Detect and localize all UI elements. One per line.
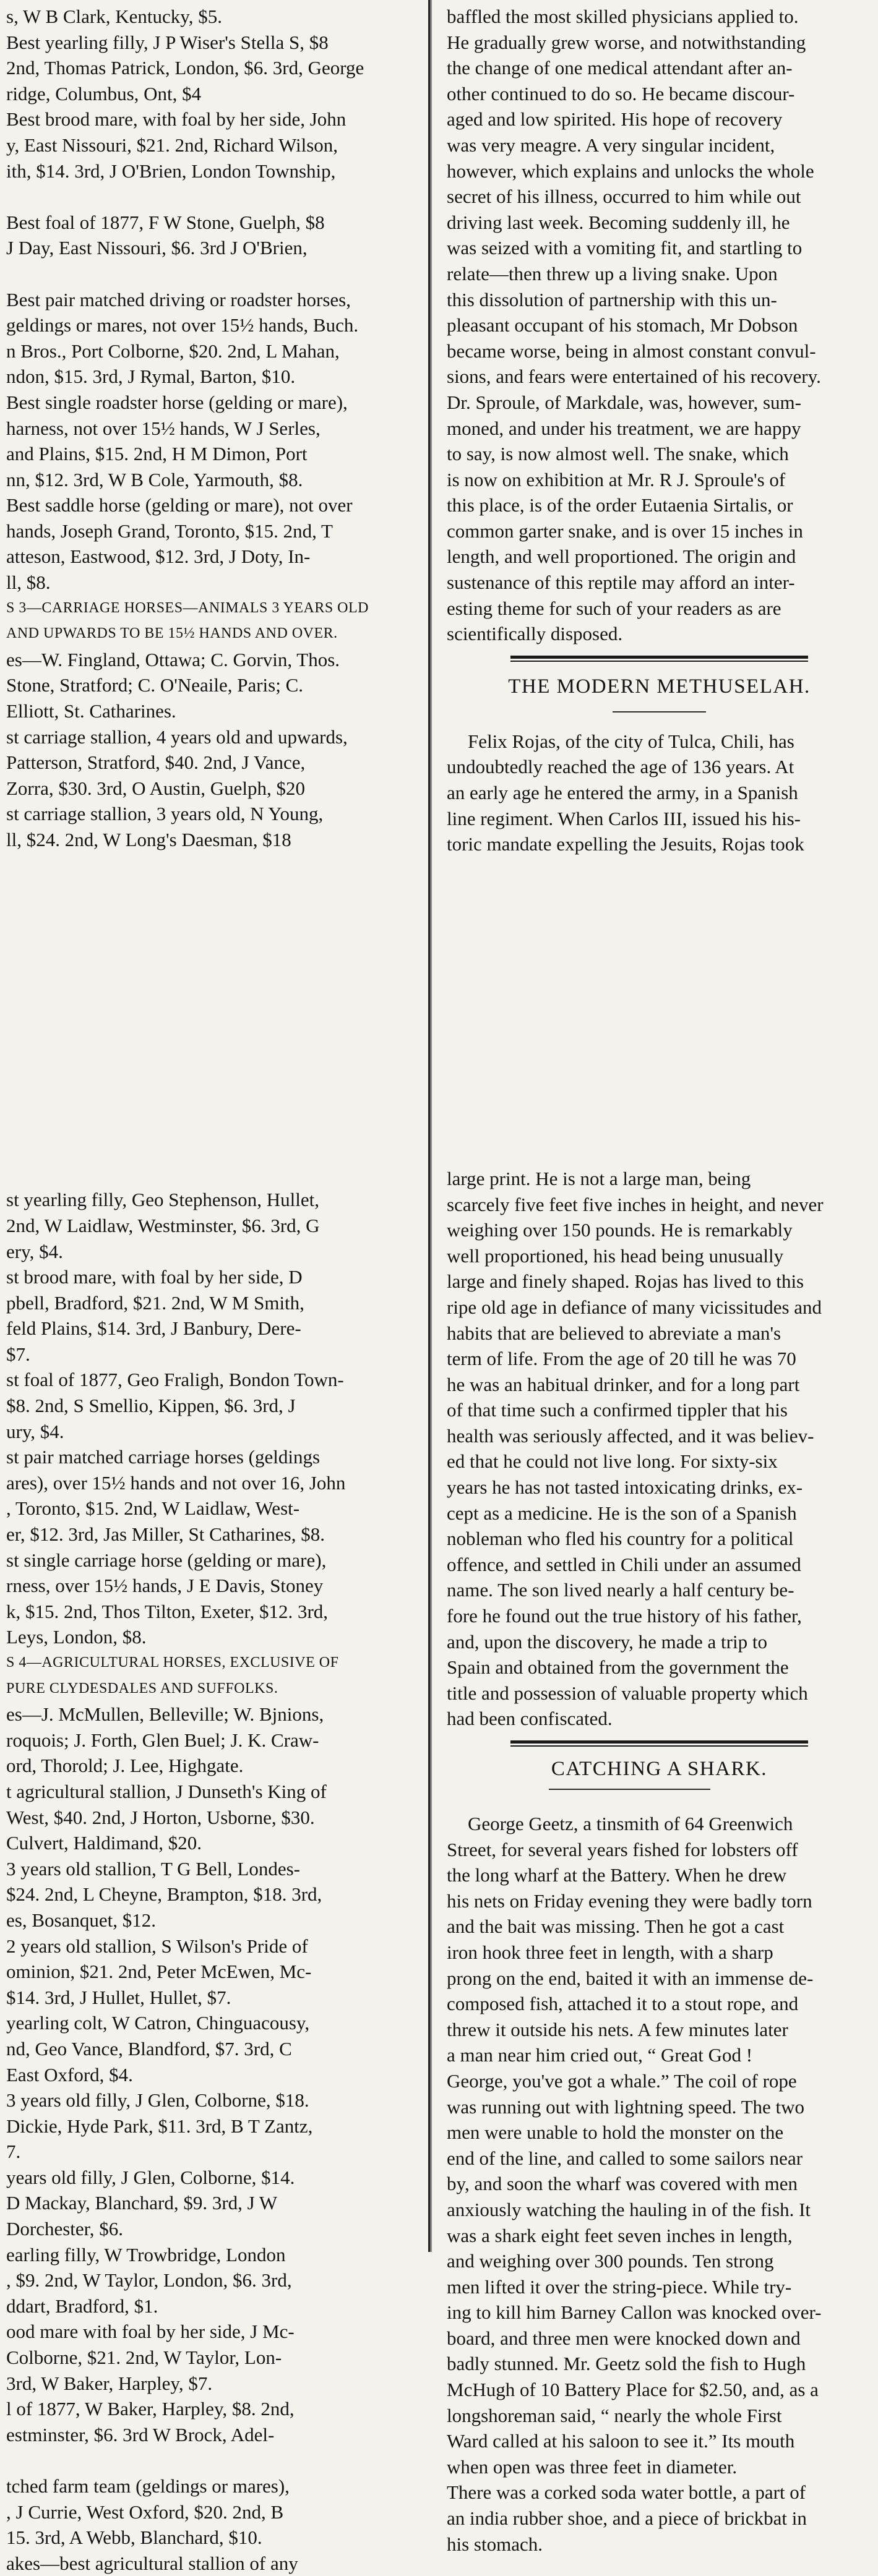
text-line: West, $40. 2nd, J Horton, Usborne, $30. [6, 1806, 315, 1828]
text-line: Patterson, Stratford, $40. 2nd, J Vance, [6, 751, 306, 774]
text-line: however, which explains and unlocks the whole [447, 160, 814, 182]
text-line: end of the line, and called to some sailors near [447, 2147, 803, 2169]
text-line: harness, not over 15½ hands, W J Serles, [6, 417, 321, 439]
text-line: sions, and fears were entertained of his recovery. [447, 366, 821, 388]
text-line: Spain and obtained from the government the [447, 1656, 789, 1679]
text-line: men were unable to hold the monster on the [447, 2121, 784, 2144]
text-line: habits that are believed to abreviate a man's [447, 1322, 781, 1344]
text-line: Zorra, $30. 3rd, O Austin, Guelph, $20 [6, 777, 306, 799]
text-line: ood mare with foal by her side, J Mc- [6, 2321, 295, 2343]
text-line: , J Currie, West Oxford, $20. 2nd, B [6, 2501, 284, 2523]
text-line: J Day, East Nissouri, $6. 3rd J O'Brien, [6, 237, 308, 259]
text-line: $24. 2nd, L Cheyne, Brampton, $18. 3rd, [6, 1883, 322, 1906]
text-line: roquois; J. Forth, Glen Buel; J. K. Craw- [6, 1729, 319, 1751]
double-rule-divider-2 [510, 1740, 808, 1747]
text-line: Best pair matched driving or roadster horses, [6, 288, 351, 310]
text-line: board, and three men were knocked down and [447, 2327, 801, 2349]
text-line: an early age he entered the army, in a Spanish [447, 782, 798, 804]
text-line [6, 2447, 420, 2473]
text-line: offence, and settled in Chili under an assumed [447, 1553, 801, 1575]
text-line: , $9. 2nd, W Taylor, London, $6. 3rd, [6, 2269, 292, 2291]
text-line: st pair matched carriage horses (geldings [6, 1446, 321, 1468]
text-line [6, 184, 420, 210]
text-line: $8. 2nd, S Smellio, Kippen, $6. 3rd, J [6, 1395, 296, 1417]
text-line [447, 986, 872, 1012]
text-line: driving last week. Becoming suddenly ill, he [447, 211, 790, 233]
text-line: Leys, London, $8. [6, 1626, 147, 1648]
text-line: yearling colt, W Catron, Chinguacousy, [6, 2012, 310, 2034]
text-line: st single carriage horse (gelding or mare), [6, 1549, 327, 1571]
text-line: esting theme for such of your readers as are [447, 597, 781, 619]
text-line: 7. [6, 2141, 21, 2163]
text-line [6, 904, 420, 930]
methuselah-article [447, 729, 872, 1732]
text-line [6, 1084, 420, 1110]
text-line: moned, and under his treatment, we are happy [447, 417, 801, 439]
text-line: 2nd, Thomas Patrick, London, $6. 3rd, George [6, 57, 364, 79]
text-line: East Oxford, $4. [6, 2063, 133, 2086]
text-line [6, 1136, 420, 1162]
text-line: had been confiscated. [447, 1708, 613, 1730]
text-line: n Bros., Port Colborne, $20. 2nd, L Mahan, [6, 340, 340, 362]
text-line: ominion, $21. 2nd, Peter McEwen, Mc- [6, 1961, 312, 1983]
text-line: aged and low spirited. His hope of recovery [447, 108, 783, 131]
text-line: Felix Rojas, of the city of Tulca, Chili, has [468, 730, 794, 752]
text-line: title and possession of valuable property which [447, 1682, 808, 1704]
text-line: ll, $24. 2nd, W Long's Daesman, $18 [6, 829, 291, 850]
text-line: George, you've got a whale.” The coil of rope [447, 2069, 797, 2092]
text-line: Dr. Sproule, of Markdale, was, however, sum- [447, 391, 801, 413]
text-line: and, upon the discovery, he made a trip to [447, 1630, 767, 1653]
text-line: 3 years old filly, J Glen, Colborne, $18. [6, 2089, 309, 2112]
text-line: geldings or mares, not over 15½ hands, Buch. [6, 314, 359, 336]
text-line: was very meagre. A very singular incident, [447, 134, 775, 156]
text-line: scarcely five feet five inches in height, and never [447, 1193, 824, 1215]
text-line: 2 years old stallion, S Wilson's Pride of [6, 1935, 308, 1957]
text-line: fore he found out the true history of his father, [447, 1605, 802, 1627]
text-line: t agricultural stallion, J Dunseth's King of [6, 1780, 327, 1802]
text-line: well proportioned, his head being unusually [447, 1244, 784, 1267]
text-line: earling filly, W Trowbridge, London [6, 2243, 286, 2266]
results-block-2 [6, 647, 420, 1650]
short-rule-divider [613, 711, 706, 712]
text-line: ndon, $15. 3rd, J Rymal, Barton, $10. [6, 366, 296, 388]
text-line: Dorchester, $6. [6, 2218, 123, 2240]
text-line: years old filly, J Glen, Colborne, $14. [6, 2166, 295, 2188]
text-line: iron hook three feet in length, with a sharp [447, 1941, 773, 1963]
text-line: l of 1877, W Baker, Harpley, $8. 2nd, [6, 2398, 295, 2420]
shark-article [447, 1811, 872, 2557]
text-line: length, and well proportioned. The origin and [447, 546, 796, 568]
text-line: when open was three feet in diameter. [447, 2455, 738, 2478]
text-line: rness, over 15½ hands, J E Davis, Stoney [6, 1575, 324, 1597]
text-line: his stomach. [447, 2533, 543, 2555]
text-line: $7. [6, 1343, 30, 1365]
text-line: large print. He is not a large man, being [447, 1167, 751, 1189]
text-line: ing to kill him Barney Callon was knocked over- [447, 2301, 822, 2324]
text-line: PURE CLYDESDALES AND SUFFOLKS. [6, 1680, 278, 1697]
text-line: 3rd, W Baker, Harpley, $7. [6, 2372, 213, 2394]
text-line: undoubtedly reached the age of 136 years. At [447, 756, 794, 778]
text-line: pbell, Bradford, $21. 2nd, W M Smith, [6, 1291, 304, 1314]
text-line: of that time such a confirmed tippler that his [447, 1399, 788, 1421]
class-4-heading [6, 1650, 420, 1701]
text-line: ddart, Bradford, $1. [6, 2295, 158, 2317]
text-line: Culvert, Haldimand, $20. [6, 1832, 202, 1854]
snake-article-continued [447, 4, 872, 647]
text-line: nd, Geo Vance, Blandford, $7. 3rd, C [6, 2037, 292, 2060]
text-line: S 3—CARRIAGE HORSES—ANIMALS 3 YEARS OLD [6, 599, 369, 616]
text-line [6, 956, 420, 982]
text-line: 3 years old stallion, T G Bell, Londes- [6, 1857, 300, 1880]
text-line: Best yearling filly, J P Wiser's Stella S, $8 [6, 31, 329, 53]
text-line: and Plains, $15. 2nd, H M Dimon, Port [6, 443, 308, 465]
text-line: Stone, Stratford; C. O'Neaile, Paris; C. [6, 674, 304, 696]
text-line: Elliott, St. Catharines. [6, 700, 176, 722]
results-block-3 [6, 1701, 420, 2576]
text-line: is now on exhibition at Mr. R J. Sproule's of [447, 468, 786, 490]
text-line [6, 1033, 420, 1059]
text-line [6, 1058, 420, 1084]
text-line: ith, $14. 3rd, J O'Brien, London Township, [6, 160, 336, 182]
text-line: an india rubber shoe, and a piece of brickbat in [447, 2507, 807, 2530]
methuselah-title: THE MODERN METHUSELAH. [508, 675, 811, 698]
text-line: ury, $4. [6, 1420, 64, 1442]
column-rule-thin [431, 0, 432, 2252]
text-line: Dickie, Hyde Park, $11. 3rd, B T Zantz, [6, 2115, 313, 2137]
text-line [447, 1011, 872, 1037]
text-line [6, 1162, 420, 1187]
text-line [447, 1140, 872, 1166]
text-line: He gradually grew worse, and notwithstanding [447, 31, 806, 53]
text-line: this dissolution of partnership with this un- [447, 288, 777, 310]
text-line: scientifically disposed. [447, 623, 623, 645]
text-line: D Mackay, Blanchard, $9. 3rd, J W [6, 2192, 278, 2214]
text-line [6, 1007, 420, 1033]
text-line: ord, Thorold; J. Lee, Highgate. [6, 1755, 244, 1777]
text-line [6, 930, 420, 956]
text-line: George Geetz, a tinsmith of 64 Greenwich [468, 1813, 793, 1834]
text-line: akes—best agricultural stallion of any [6, 2552, 298, 2574]
text-line [447, 1115, 872, 1140]
text-line: k, $15. 2nd, Thos Tilton, Exeter, $12. 3rd, [6, 1600, 329, 1622]
right-column [433, 0, 878, 2555]
text-line [6, 982, 420, 1008]
text-line: st brood mare, with foal by her side, D [6, 1266, 303, 1288]
text-line: line regiment. When Carlos III, issued his his- [447, 807, 801, 829]
left-column [0, 0, 427, 2574]
text-line: health was seriously affected, and it was believ- [447, 1424, 814, 1447]
text-line: es, Bosanquet, $12. [6, 1909, 156, 1931]
text-line: st foal of 1877, Geo Fraligh, Bondon Town- [6, 1369, 344, 1391]
text-line: er, $12. 3rd, Jas Miller, St Catharines, $8. [6, 1523, 325, 1546]
text-line [447, 909, 872, 935]
text-line: and the bait was missing. Then he got a cast [447, 1915, 785, 1938]
text-line: baffled the most skilled physicians applied to. [447, 6, 799, 27]
text-line: Best brood mare, with foal by her side, John [6, 108, 346, 131]
text-line: st carriage stallion, 4 years old and upwards, [6, 725, 348, 748]
text-line: men lifted it over the string-piece. While try- [447, 2275, 792, 2298]
double-rule-divider [510, 656, 808, 662]
results-block-1 [6, 4, 420, 596]
short-rule-divider-2 [549, 1789, 710, 1790]
text-line: ll, $8. [6, 571, 51, 594]
text-line: other continued to do so. He became discour- [447, 82, 795, 105]
text-line [447, 935, 872, 961]
text-line: badly stunned. Mr. Geetz sold the fish to Hugh [447, 2353, 806, 2375]
text-line: es—W. Fingland, Ottawa; C. Gorvin, Thos. [6, 648, 340, 670]
text-line: 2nd, W Laidlaw, Westminster, $6. 3rd, G [6, 1214, 320, 1236]
text-line: and weighing over 300 pounds. Ten strong [447, 2250, 774, 2272]
text-line: the long wharf at the Battery. When he drew [447, 1864, 787, 1886]
text-line: pleasant occupant of his stomach, Mr Dobson [447, 314, 798, 336]
text-line: ed that he could not live long. For sixty-six [447, 1450, 778, 1473]
text-line: feld Plains, $14. 3rd, J Banbury, Dere- [6, 1317, 301, 1340]
text-line: $14. 3rd, J Hullet, Hullet, $7. [6, 1986, 231, 2008]
text-line: ares), over 15½ hands and not over 16, John [6, 1471, 346, 1494]
text-line: longshoreman said, “ nearly the whole First [447, 2404, 782, 2426]
text-line: ery, $4. [6, 1240, 63, 1262]
text-line: he was an habitual drinker, and for a long part [447, 1373, 800, 1395]
text-line [447, 883, 872, 909]
text-line: y, East Nissouri, $21. 2nd, Richard Wilson, [6, 134, 338, 156]
text-line: to say, is now almost well. The snake, which [447, 443, 789, 465]
text-line: estminster, $6. 3rd W Brock, Adel- [6, 2423, 275, 2445]
text-line: years he has not tasted intoxicating drinks, ex- [447, 1476, 803, 1499]
text-line: tched farm team (geldings or mares), [6, 2475, 290, 2497]
text-line [447, 1089, 872, 1115]
text-line: Best single roadster horse (gelding or mare), [6, 391, 348, 413]
text-line: anxiously watching the hauling in of the fish. It [447, 2198, 811, 2220]
text-line: common garter snake, and is over 15 inches in [447, 520, 803, 542]
text-line: 15. 3rd, A Webb, Blanchard, $10. [6, 2527, 262, 2549]
text-line: nobleman who fled his country for a political [447, 1528, 794, 1550]
text-line: s, W B Clark, Kentucky, $5. [6, 6, 223, 27]
text-line: , Toronto, $15. 2nd, W Laidlaw, West- [6, 1497, 300, 1520]
text-line [6, 878, 420, 904]
text-line [447, 857, 872, 883]
text-line: cept as a medicine. He is the son of a Spanish [447, 1502, 797, 1524]
text-line: st yearling filly, Geo Stephenson, Hullet, [6, 1189, 319, 1211]
text-line: atteson, Eastwood, $12. 3rd, J Doty, In- [6, 546, 311, 568]
shark-title: CATCHING A SHARK. [551, 1758, 768, 1780]
text-line: was seized with a vomiting fit, and startling to [447, 237, 803, 259]
text-line: Ward called at his saloon to see it.” Its mouth [447, 2430, 795, 2452]
text-line: hands, Joseph Grand, Toronto, $15. 2nd, T [6, 520, 333, 542]
text-line: name. The son lived nearly a half century be- [447, 1579, 794, 1601]
text-line [447, 1037, 872, 1063]
text-line: a man near him cried out, “ Great God ! [447, 2044, 753, 2066]
text-line: Colborne, $21. 2nd, W Taylor, Lon- [6, 2347, 282, 2369]
text-line: weighing over 150 pounds. He is remarkably [447, 1219, 793, 1241]
text-line: relate—then threw up a living snake. Upon [447, 262, 778, 285]
text-line: nn, $12. 3rd, W B Cole, Yarmouth, $8. [6, 468, 303, 490]
text-line: es—J. McMullen, Belleville; W. Bjnions, [6, 1703, 324, 1726]
text-line: ripe old age in defiance of many vicissitudes and [447, 1296, 822, 1318]
column-rule [428, 0, 431, 2252]
text-line: by, and soon the wharf was covered with men [447, 2173, 798, 2195]
text-line: this place, is of the order Eutaenia Sirtalis, or [447, 494, 793, 516]
text-line [6, 853, 420, 879]
text-line: was running out with lightning speed. The two [447, 2095, 805, 2118]
text-line: McHugh of 10 Battery Place for $2.50, and, as a [447, 2379, 819, 2401]
text-line: large and finely shaped. Rojas has lived to this [447, 1270, 804, 1293]
text-line: toric mandate expelling the Jesuits, Rojas took [447, 833, 804, 855]
class-3-heading [6, 596, 420, 647]
text-line: his nets on Friday evening they were badly torn [447, 1889, 812, 1912]
text-line [6, 261, 420, 287]
text-line [447, 960, 872, 986]
text-line: Best foal of 1877, F W Stone, Guelph, $8 [6, 211, 325, 233]
text-line [6, 1110, 420, 1136]
text-line: became worse, being in almost constant convul- [447, 340, 816, 362]
text-line: term of life. From the age of 20 till he was 70 [447, 1348, 796, 1370]
text-line [447, 1063, 872, 1089]
text-line: AND UPWARDS TO BE 15½ HANDS AND OVER. [6, 625, 338, 642]
text-line: ridge, Columbus, Ont, $4 [6, 82, 202, 105]
text-line: prong on the end, baited it with an immense de- [447, 1967, 814, 1989]
text-line: Street, for several years fished for lobsters off [447, 1838, 798, 1860]
text-line: was a shark eight feet seven inches in length, [447, 2224, 793, 2246]
text-line: There was a corked soda water bottle, a part of [447, 2481, 806, 2504]
text-line: secret of his illness, occurred to him while out [447, 186, 801, 208]
text-line: composed fish, attached it to a stout rope, and [447, 1993, 799, 2015]
text-line: Best saddle horse (gelding or mare), not over [6, 494, 353, 516]
text-line: sustenance of this reptile may afford an inter- [447, 571, 795, 594]
text-line: threw it outside his nets. A few minutes later [447, 2018, 788, 2040]
text-line: st carriage stallion, 3 years old, N Young, [6, 803, 324, 825]
text-line: S 4—AGRICULTURAL HORSES, EXCLUSIVE OF [6, 1654, 339, 1671]
text-line: the change of one medical attendant after an- [447, 57, 793, 79]
